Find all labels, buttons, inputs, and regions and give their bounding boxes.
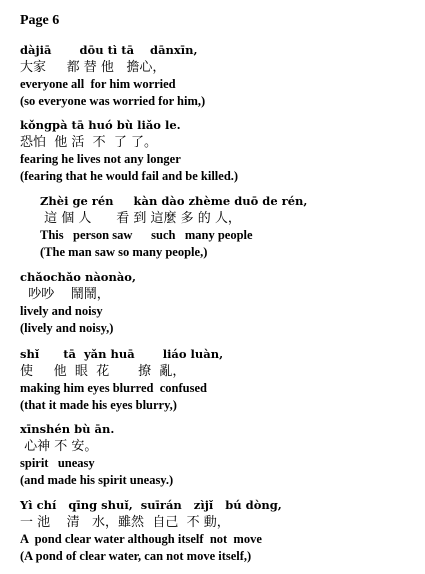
chinese-line: 吵吵 鬧鬧，: [20, 287, 110, 302]
translation-line: (fearing that he would fail and be killed.): [20, 169, 239, 183]
chinese-line: 心神 不 安。: [20, 439, 98, 454]
stanza-4: [20, 269, 136, 337]
pinyin-line: xīnshén bù ān.: [20, 422, 115, 436]
translation-line: (A pond of clear water, can not move itself,): [20, 549, 252, 563]
chinese-line: 這 個 人 看 到 這麼 多 的 人，: [40, 211, 241, 226]
pinyin-line: Yì chí qīng shuǐ, suīrán zìjǐ bú dòng,: [20, 498, 282, 512]
stanza-5: [20, 346, 223, 414]
chinese-line: 一 池 清 水，雖然 自己 不 動，: [20, 515, 230, 530]
pinyin-line: kǒngpà tā huó bù liǎo le.: [20, 118, 181, 132]
translation-line: (The man saw so many people,): [40, 245, 208, 259]
chinese-line: 大家 都 替 他 擔心，: [20, 60, 166, 75]
stanza-7: [20, 497, 282, 565]
pinyin-line: Zhèi ge rén kàn dào zhème duō de rén,: [40, 194, 308, 208]
stanza-1: [20, 42, 205, 110]
gloss-line: A pond clear water although itself not move: [20, 532, 262, 546]
translation-line: (so everyone was worried for him,): [20, 94, 206, 108]
gloss-line: fearing he lives not any longer: [20, 152, 181, 166]
pinyin-line: dàjiā dōu tì tā dānxīn,: [20, 43, 198, 57]
gloss-line: making him eyes blurred confused: [20, 381, 207, 395]
translation-line: (and made his spirit uneasy.): [20, 473, 174, 487]
translation-line: (that it made his eyes blurry,): [20, 398, 177, 412]
page-number: Page 6: [20, 13, 60, 28]
chinese-line: 恐怕 他 活 不 了 了。: [20, 135, 158, 150]
stanza-2: [20, 117, 238, 185]
gloss-line: spirit uneasy: [20, 456, 95, 470]
gloss-line: This person saw such many people: [40, 228, 253, 242]
translation-line: (lively and noisy,): [20, 321, 114, 335]
pinyin-line: chǎochǎo nàonào,: [20, 270, 136, 284]
chinese-line: 使 他 眼 花 撩 亂，: [20, 364, 186, 379]
pinyin-line: shǐ tā yǎn huā liáo luàn,: [20, 347, 224, 361]
gloss-line: lively and noisy: [20, 304, 103, 318]
stanza-3: [40, 193, 307, 261]
stanza-6: [20, 421, 173, 489]
gloss-line: everyone all for him worried: [20, 77, 176, 91]
